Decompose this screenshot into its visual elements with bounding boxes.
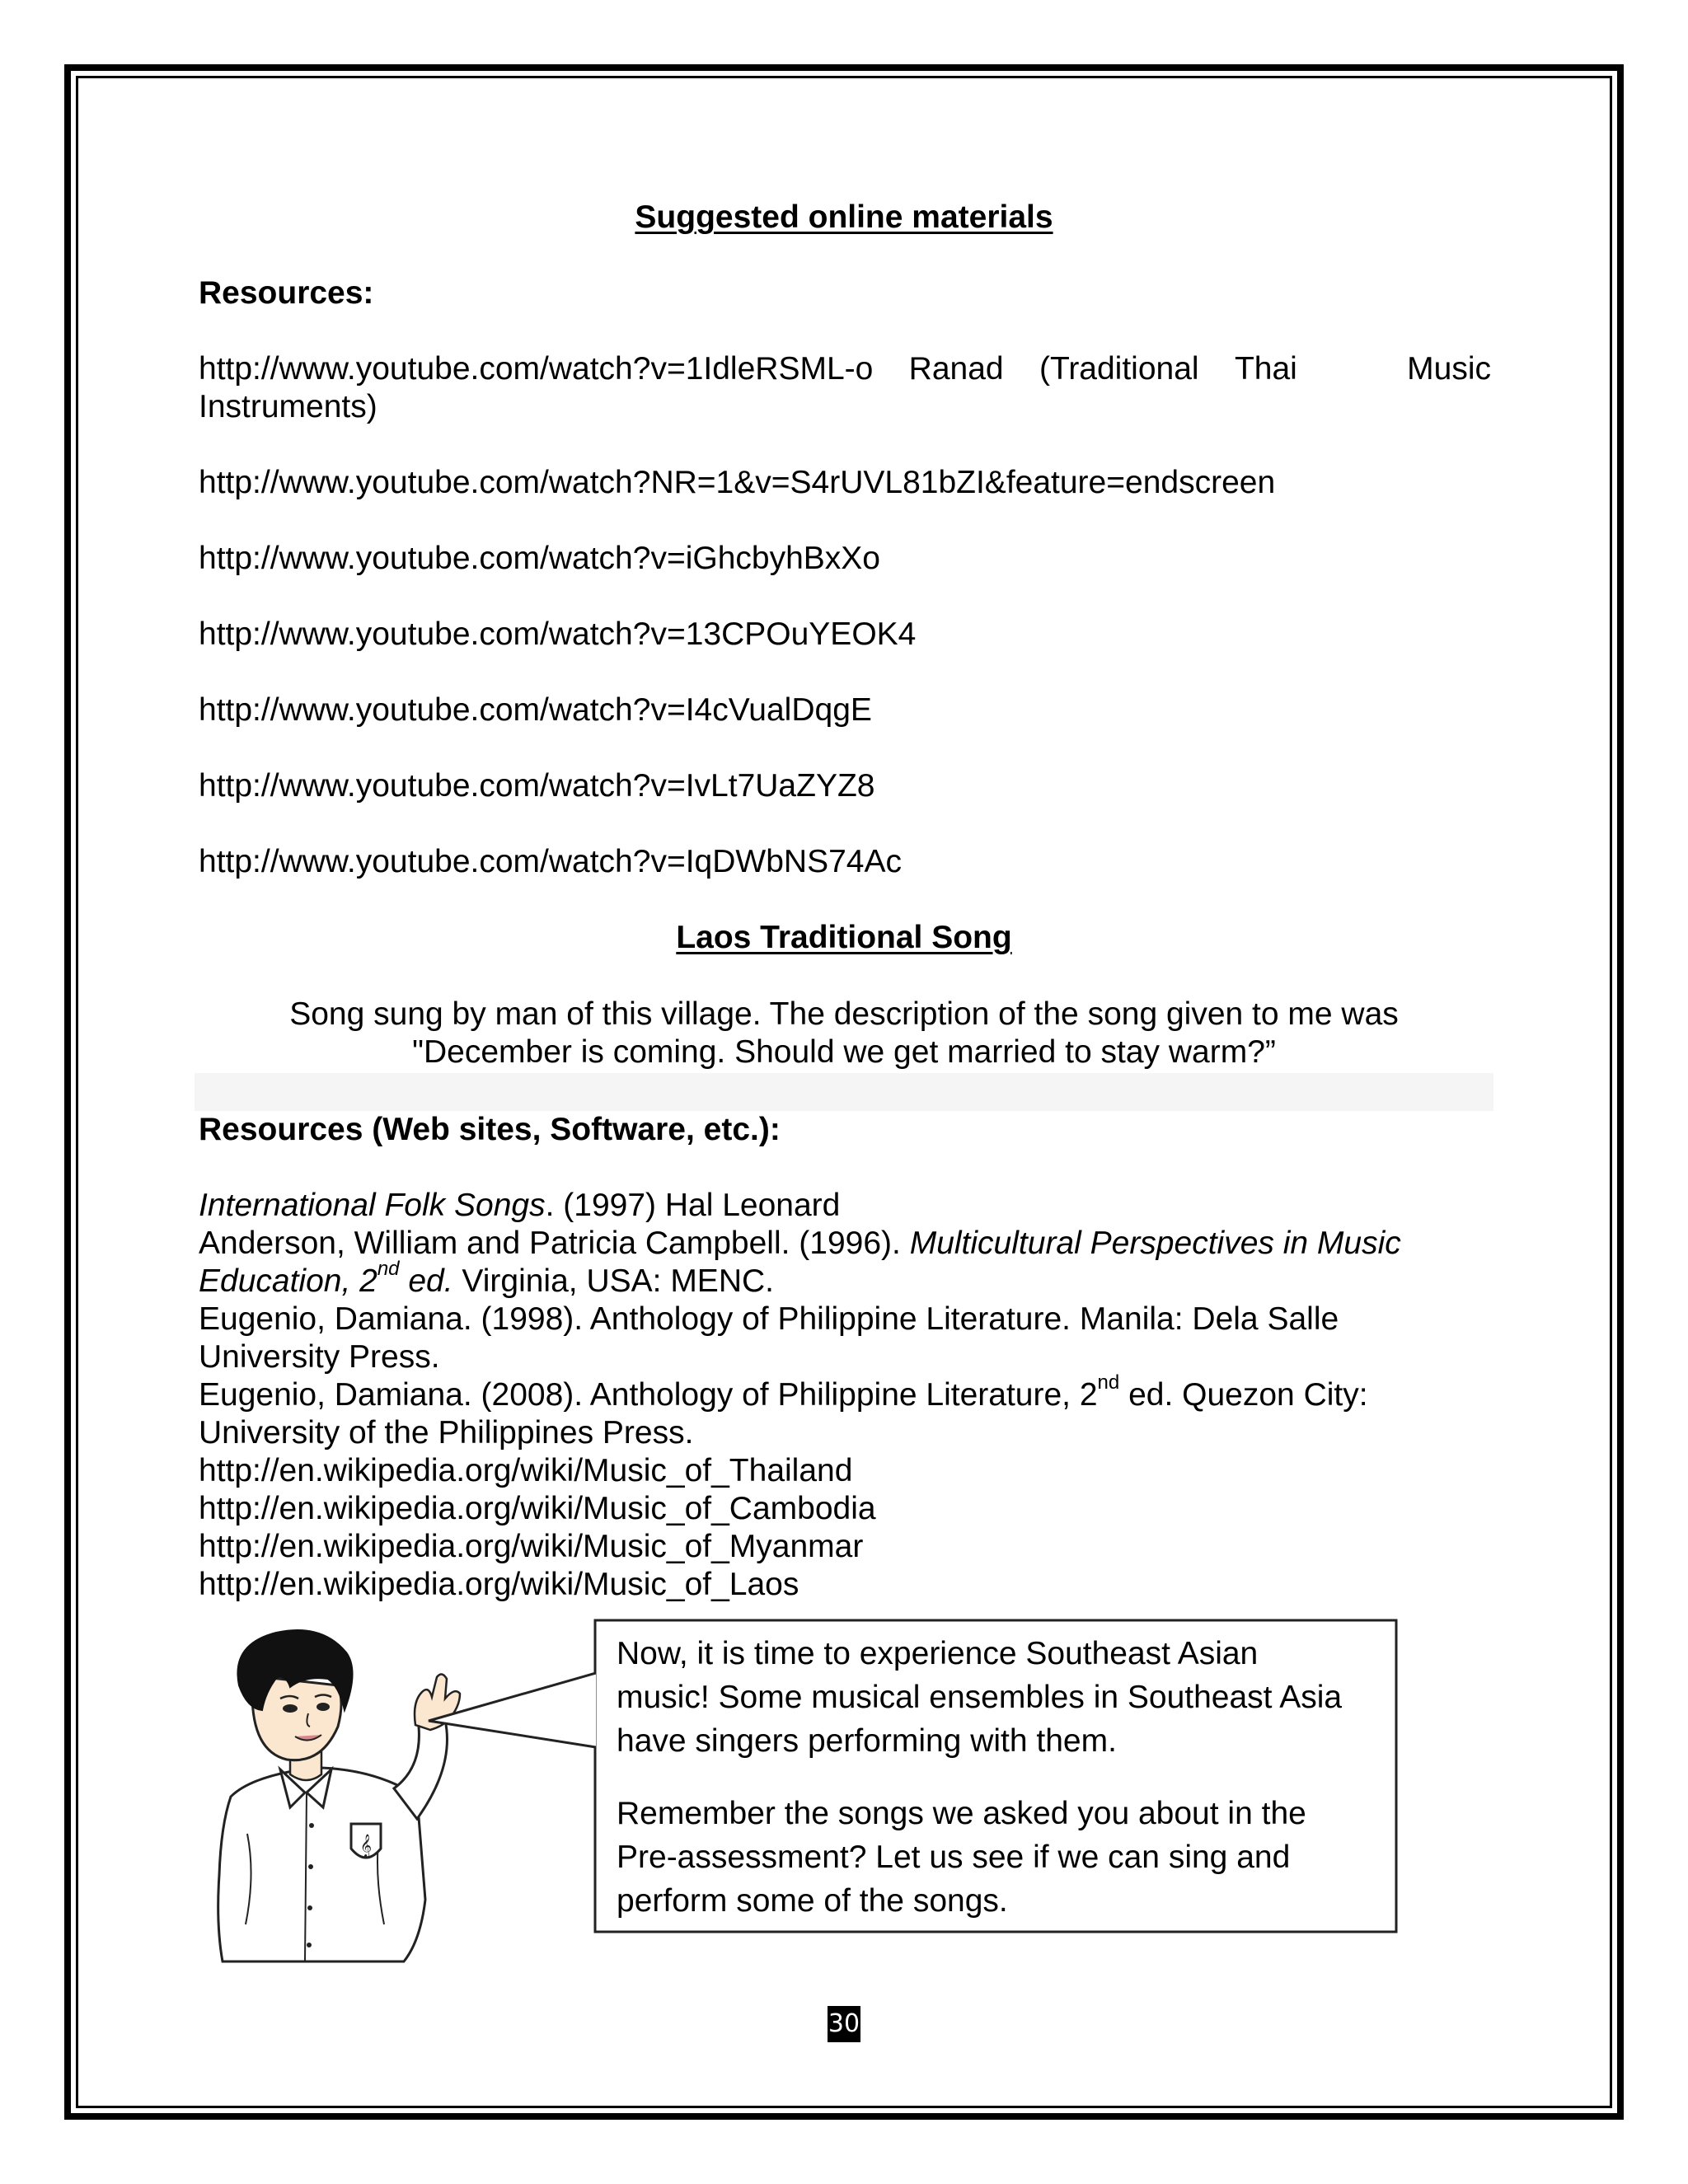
song-description-line: Song sung by man of this village. The description of the song given to me was bbox=[289, 996, 1399, 1032]
reference-text: Eugenio, Damiana. (2008). Anthology of Philippine Literature, 2 bbox=[199, 1377, 1098, 1413]
resources-web-heading: Resources (Web sites, Software, etc.): bbox=[199, 1112, 781, 1147]
url-line-1[interactable] bbox=[199, 350, 1491, 388]
wiki-link[interactable]: http://en.wikipedia.org/wiki/Music_of_Myanmar bbox=[199, 1529, 864, 1564]
reference-title: Multicultural Perspectives in Music bbox=[909, 1226, 1401, 1261]
shaded-band bbox=[195, 1073, 1493, 1111]
bubble-line: Remember the songs we asked you about in the bbox=[617, 1796, 1306, 1831]
reference-title: International Folk Songs bbox=[199, 1188, 546, 1223]
song-heading: Laos Traditional Song bbox=[676, 920, 1012, 955]
bubble-line: perform some of the songs. bbox=[617, 1883, 1008, 1919]
bubble-line: have singers performing with them. bbox=[617, 1723, 1117, 1759]
url-link[interactable]: http://www.youtube.com/watch?NR=1&v=S4rUVL81bZI&feature=endscreen bbox=[199, 465, 1276, 500]
url-link[interactable]: http://www.youtube.com/watch?v=I4cVualDqgE bbox=[199, 692, 872, 728]
treble-clef-badge-icon bbox=[351, 1824, 381, 1858]
reference-3-line-2: University Press. bbox=[199, 1339, 440, 1375]
page-title: Suggested online materials bbox=[635, 199, 1053, 235]
reference-publisher: Virginia, USA: MENC. bbox=[452, 1263, 774, 1299]
svg-text:𝄞: 𝄞 bbox=[359, 1834, 373, 1857]
resources-heading: Resources: bbox=[199, 275, 374, 311]
reference-3-line-1: Eugenio, Damiana. (1998). Anthology of Philippine Literature. Manila: Dela Salle bbox=[199, 1301, 1339, 1337]
ordinal-suffix: nd bbox=[377, 1258, 400, 1280]
url-1-word-thai: Thai bbox=[1234, 351, 1297, 387]
reference-title: Education, 2 bbox=[199, 1263, 377, 1299]
wiki-link[interactable]: http://en.wikipedia.org/wiki/Music_of_Laos bbox=[199, 1567, 799, 1602]
url-1-word-ranad: Ranad bbox=[908, 351, 1004, 387]
reference-authors: Anderson, William and Patricia Campbell. (1996). bbox=[199, 1226, 910, 1261]
bubble-line: Now, it is time to experience Southeast Asian bbox=[617, 1636, 1259, 1671]
ordinal-suffix: nd bbox=[1097, 1371, 1120, 1394]
url-link[interactable]: http://www.youtube.com/watch?v=13CPOuYEOK4 bbox=[199, 616, 917, 652]
url-1-link[interactable]: http://www.youtube.com/watch?v=1IdleRSML-o bbox=[199, 351, 874, 387]
url-link[interactable]: http://www.youtube.com/watch?v=IqDWbNS74Ac bbox=[199, 844, 902, 879]
reference-1 bbox=[199, 1187, 840, 1225]
song-description-line: "December is coming. Should we get married to stay warm?” bbox=[412, 1034, 1276, 1070]
bubble-line: Pre-assessment? Let us see if we can sing and bbox=[617, 1840, 1291, 1875]
url-link[interactable]: http://www.youtube.com/watch?v=IvLt7UaZYZ8 bbox=[199, 768, 875, 804]
bubble-line: music! Some musical ensembles in Southeast Asia bbox=[617, 1680, 1343, 1715]
wiki-link[interactable]: http://en.wikipedia.org/wiki/Music_of_Cambodia bbox=[199, 1491, 876, 1526]
reference-4-line-2: University of the Philippines Press. bbox=[199, 1415, 694, 1451]
reference-4-line-1 bbox=[199, 1371, 1368, 1414]
reference-text: ed. Quezon City: bbox=[1119, 1377, 1368, 1413]
wiki-link[interactable]: http://en.wikipedia.org/wiki/Music_of_Thailand bbox=[199, 1453, 853, 1488]
page-number: 30 bbox=[828, 2006, 860, 2042]
reference-2-line-2 bbox=[199, 1258, 774, 1301]
url-1-word-music: Music bbox=[1407, 351, 1491, 387]
reference-edition: ed. bbox=[399, 1263, 453, 1299]
reference-detail: . (1997) Hal Leonard bbox=[545, 1188, 841, 1223]
url-1-word-traditional: (Traditional bbox=[1039, 351, 1199, 387]
url-link[interactable]: http://www.youtube.com/watch?v=iGhcbyhBxXo bbox=[199, 541, 880, 576]
url-1-continuation: Instruments) bbox=[199, 389, 377, 424]
